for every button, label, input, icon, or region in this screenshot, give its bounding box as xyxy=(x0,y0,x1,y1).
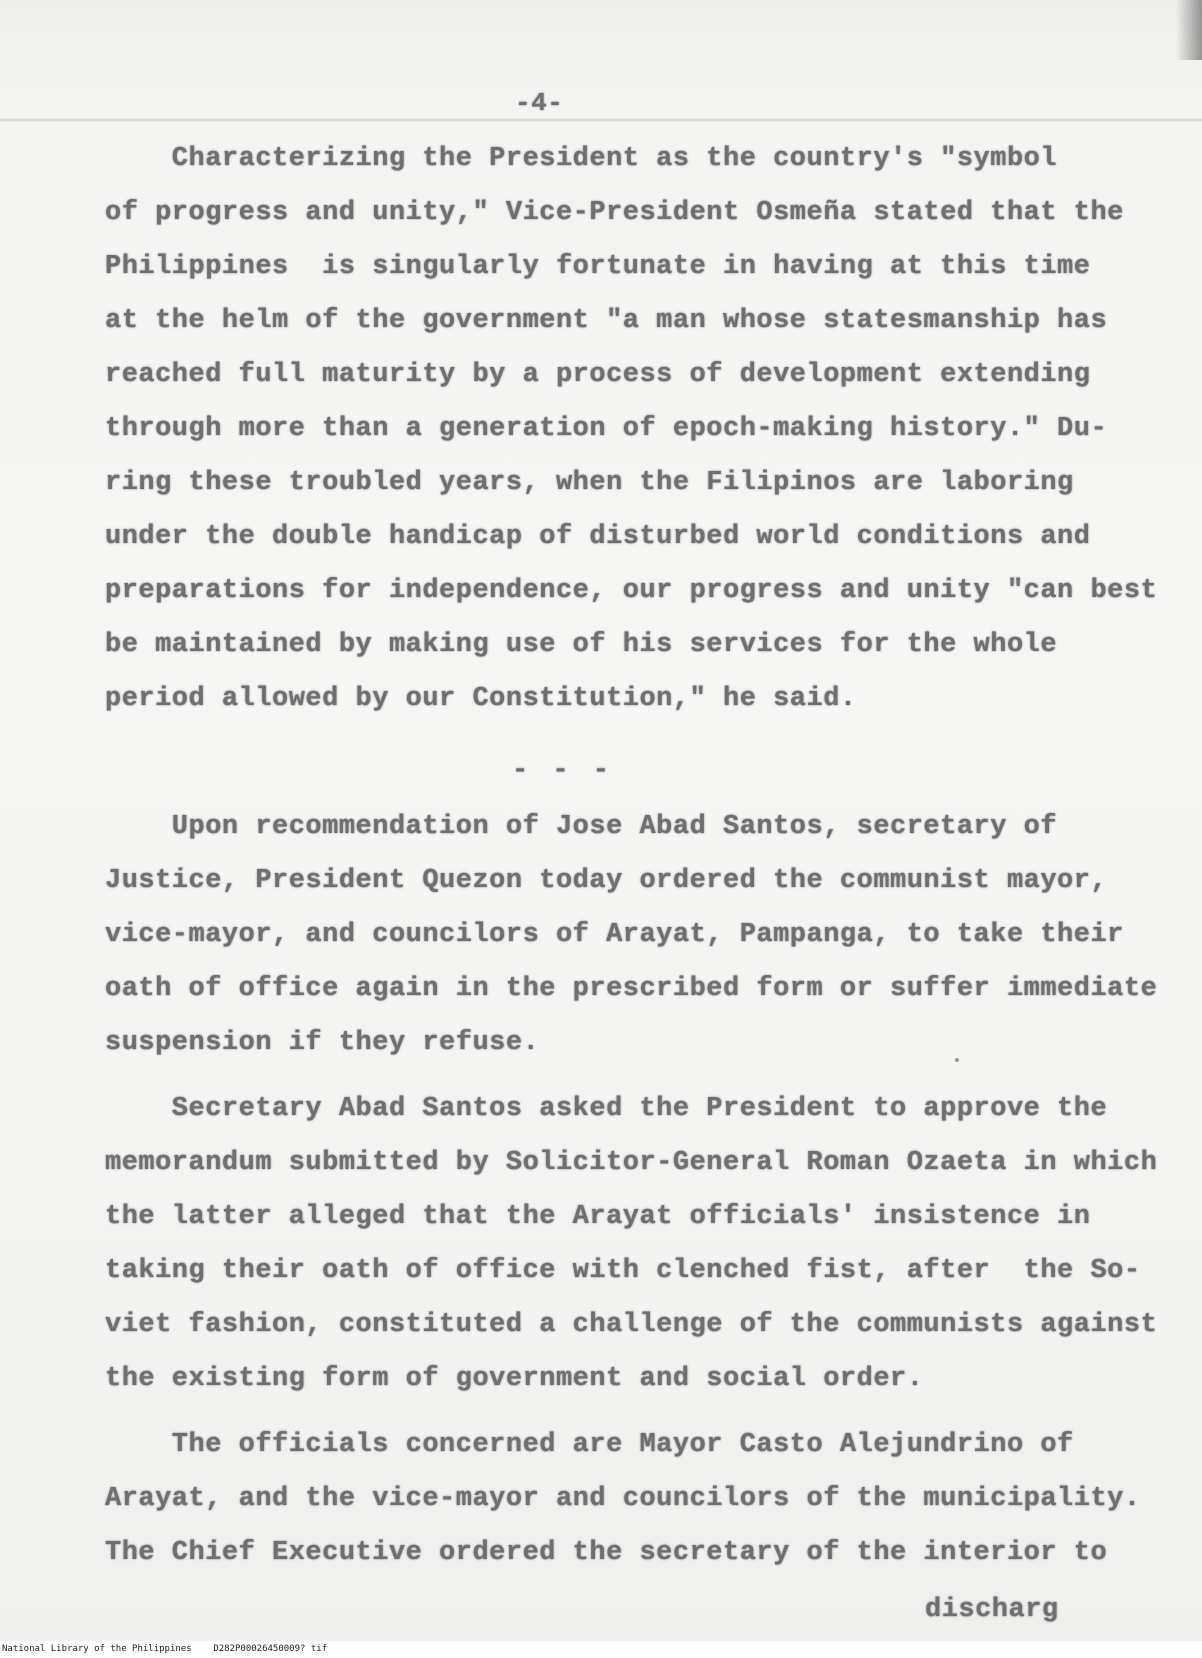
text-line: The officials concerned are Mayor Casto Alejundrino of xyxy=(105,1430,1074,1460)
text-line: The Chief Executive ordered the secretary of the interior to xyxy=(105,1538,1108,1568)
text-line: viet fashion, constituted a challenge of the communists against xyxy=(105,1310,1158,1340)
text-line: reached full maturity by a process of development extending xyxy=(105,360,1091,390)
text-line: ring these troubled years, when the Filipinos are laboring xyxy=(105,468,1074,498)
text-line: suspension if they refuse. xyxy=(105,1028,540,1058)
text-line: taking their oath of office with clenched fist, after the So- xyxy=(105,1256,1141,1286)
text-line: be maintained by making use of his services for the whole xyxy=(105,630,1058,660)
text-line: oath of office again in the prescribed form or suffer immediate xyxy=(105,974,1158,1004)
text-line: period allowed by our Constitution," he said. xyxy=(105,684,857,714)
text-line: of progress and unity," Vice-President Osmeña stated that the xyxy=(105,198,1124,228)
text-line: under the double handicap of disturbed world conditions and xyxy=(105,522,1091,552)
text-line: memorandum submitted by Solicitor-General Roman Ozaeta in which xyxy=(105,1148,1158,1178)
text-line: Arayat, and the vice-mayor and councilors of the municipality. xyxy=(105,1484,1141,1514)
text-line: Upon recommendation of Jose Abad Santos, secretary of xyxy=(105,812,1058,842)
page-number: -4- xyxy=(515,88,564,118)
text-line: through more than a generation of epoch-making history." Du- xyxy=(105,414,1108,444)
text-line: preparations for independence, our progress and unity "can best xyxy=(105,576,1158,606)
text-line: vice-mayor, and councilors of Arayat, Pampanga, to take their xyxy=(105,920,1124,950)
text-line: Secretary Abad Santos asked the President to approve the xyxy=(105,1094,1108,1124)
paper-speck xyxy=(955,1058,959,1062)
scan-caption: National Library of the Philippines D282P00026450009? tif xyxy=(0,1641,1202,1658)
text-line: the existing form of government and social order. xyxy=(105,1364,924,1394)
text-line: the latter alleged that the Arayat officials' insistence in xyxy=(105,1202,1091,1232)
text-line: Characterizing the President as the country's "symbol xyxy=(105,144,1058,174)
section-separator: - - - xyxy=(512,756,614,786)
text-line: at the helm of the government "a man whose statesmanship has xyxy=(105,306,1108,336)
text-line: Justice, President Quezon today ordered the communist mayor, xyxy=(105,866,1108,896)
text-line: Philippines is singularly fortunate in having at this time xyxy=(105,252,1091,282)
paper-fold-line xyxy=(0,118,1202,122)
catchword: discharg xyxy=(925,1595,1059,1625)
